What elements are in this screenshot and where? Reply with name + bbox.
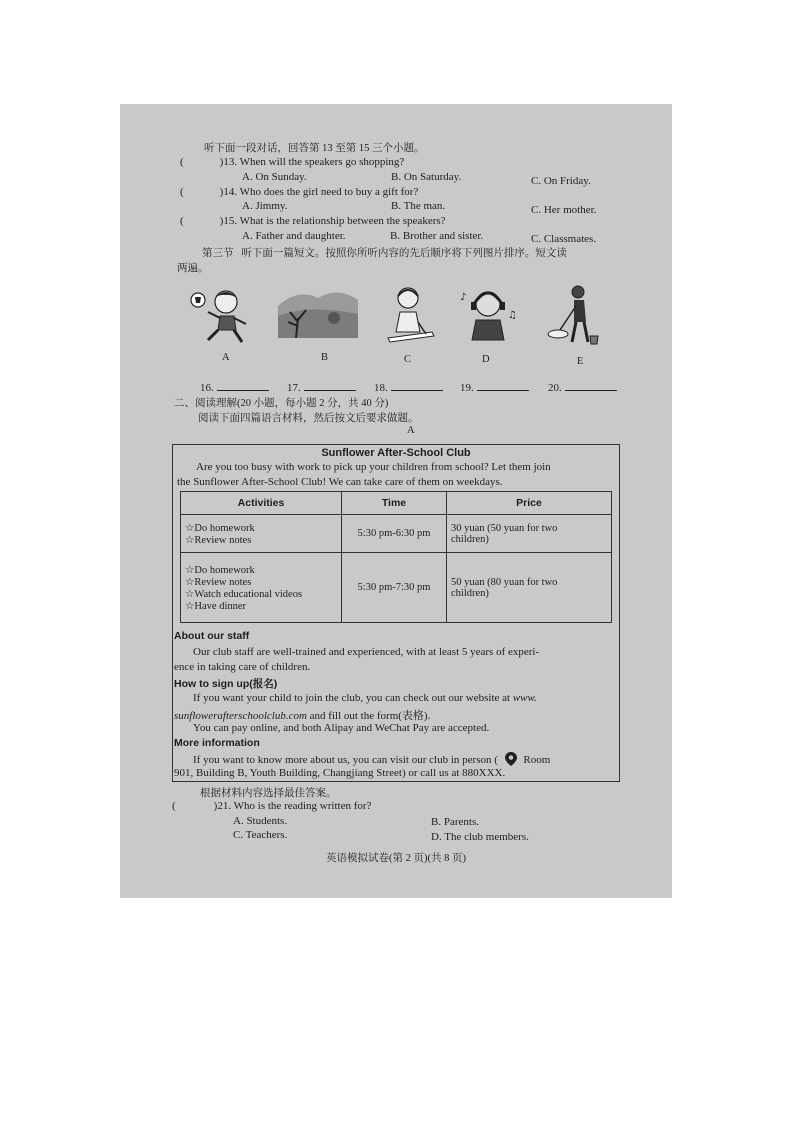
picture-label-e: E — [577, 356, 584, 367]
question-13 — [180, 156, 404, 168]
option-d: D. The club members. — [431, 831, 529, 843]
man-mopping-icon — [540, 282, 600, 348]
answer-blank-20[interactable]: 20. — [548, 380, 617, 394]
question-text: Who does the girl need to buy a gift for? — [239, 186, 419, 198]
question-text: When will the speakers go shopping? — [239, 156, 405, 168]
part-2-title: 二、阅读理解(20 小题，每小题 2 分，共 40 分) — [174, 398, 389, 409]
svg-text:♫: ♫ — [508, 310, 517, 321]
club-intro: Are you too busy with work to pick up your children from school? Let them join — [196, 461, 551, 473]
answer-paren-open[interactable]: ( — [180, 186, 184, 198]
question-number: 14. — [223, 186, 238, 198]
activity-item: ☆Review notes — [185, 576, 252, 588]
option-b: B. The man. — [391, 200, 446, 212]
activity-item: ☆Do homework — [185, 522, 255, 534]
answer-paren-close: ) — [219, 156, 224, 168]
price-line: children) — [451, 533, 489, 545]
choose-instruction: 根据材料内容选择最佳答案。 — [200, 788, 337, 799]
exam-page — [120, 104, 672, 898]
option-a: A. On Sunday. — [242, 171, 307, 183]
activity-item: ☆Watch educational videos — [185, 588, 303, 600]
option-b: B. Brother and sister. — [390, 230, 484, 242]
question-text: What is the relationship between the speakers? — [239, 215, 446, 227]
payment-text: You can pay online, and both Alipay and WeChat Pay are accepted. — [193, 722, 490, 734]
signup-text: If you want your child to join the club, you can check out our website at www. — [193, 692, 537, 704]
club-intro-line2: the Sunflower After-School Club! We can take care of them on weekdays. — [177, 476, 503, 488]
location-pin-icon — [505, 752, 517, 766]
option-b: B. On Saturday. — [391, 171, 462, 183]
activities-cell — [181, 515, 342, 553]
activities-cell — [181, 553, 342, 623]
part-2-instruction: 阅读下面四篇语言材料，然后按文后要求做题。 — [198, 413, 419, 424]
section-3-text-line2: 两遍。 — [177, 263, 209, 274]
option-c: C. Her mother. — [531, 204, 597, 216]
staff-heading: About our staff — [174, 630, 250, 642]
section-3-label: 第三节 — [202, 248, 234, 259]
activity-item: ☆Have dinner — [185, 600, 247, 612]
staff-text: Our club staff are well-trained and experienced, with at least 5 years of experi- — [193, 646, 540, 658]
club-ad-box — [172, 444, 620, 782]
table-row — [181, 553, 612, 623]
landscape-icon — [278, 282, 358, 338]
activity-item: ☆Review notes — [185, 534, 252, 546]
more-info-text-line2: 901, Building B, Youth Building, Changjiang Street) or call us at 880XXX. — [174, 767, 506, 779]
answer-blank-18[interactable]: 18. — [374, 380, 443, 394]
option-c: C. On Friday. — [531, 175, 591, 187]
section-3-instruction — [202, 245, 567, 260]
section-instruction: 听下面一段对话，回答第 13 至第 15 三个小题。 — [204, 143, 425, 154]
time-cell: 5:30 pm-6:30 pm — [342, 515, 447, 553]
header-time: Time — [342, 492, 447, 515]
price-line: 50 yuan (80 yuan for two — [451, 576, 558, 588]
passage-letter: A — [407, 425, 415, 436]
svg-text:♪: ♪ — [460, 292, 467, 303]
table-row — [181, 515, 612, 553]
answer-paren-open[interactable]: ( — [180, 156, 184, 168]
boy-soccer-icon — [190, 286, 256, 348]
picture-label-b: B — [321, 352, 329, 363]
price-line: children) — [451, 587, 489, 599]
question-text: Who is the reading written for? — [233, 800, 372, 812]
website-link[interactable]: sunflowerafterschoolclub.com — [174, 710, 307, 722]
girl-headphones-icon — [458, 286, 518, 348]
option-b: B. Parents. — [431, 816, 479, 828]
header-price: Price — [447, 492, 612, 515]
answer-paren-open[interactable]: ( — [172, 800, 176, 812]
table-header-row — [181, 492, 612, 515]
question-number: 21. — [217, 800, 232, 812]
answer-paren-close: ) — [219, 186, 224, 198]
question-number: 13. — [223, 156, 238, 168]
question-14 — [180, 186, 418, 198]
option-a: A. Father and daughter. — [242, 230, 346, 242]
option-a: A. Students. — [233, 815, 288, 827]
question-number: 15. — [223, 215, 238, 227]
answer-blank-17[interactable]: 17. — [287, 380, 356, 394]
answer-paren-close: ) — [213, 800, 218, 812]
section-3-text: 听下面一篇短文。按照你所听内容的先后顺序将下列图片排序。短文读 — [241, 248, 567, 259]
price-cell — [447, 515, 612, 553]
option-c: C. Teachers. — [233, 829, 288, 841]
price-line: 30 yuan (50 yuan for two — [451, 522, 558, 534]
answer-paren-close: ) — [219, 215, 224, 227]
website-link[interactable]: www. — [512, 692, 537, 704]
option-c: C. Classmates. — [531, 233, 597, 245]
signup-text-line2: sunflowerafterschoolclub.com and fill out the form(表格). — [174, 710, 431, 722]
picture-label-c: C — [404, 354, 412, 365]
answer-paren-open[interactable]: ( — [180, 215, 184, 227]
page-footer: 英语模拟试卷(第 2 页)(共 8 页) — [326, 853, 466, 864]
time-cell: 5:30 pm-7:30 pm — [342, 553, 447, 623]
question-21 — [172, 800, 371, 812]
answer-blank-16[interactable]: 16. — [200, 380, 269, 394]
more-info-text: If you want to know more about us, you can visit our club in person ( Room — [193, 754, 551, 766]
staff-text-line2: ence in taking care of children. — [174, 661, 311, 673]
price-cell — [447, 553, 612, 623]
signup-heading: How to sign up(报名) — [174, 678, 278, 690]
header-activities: Activities — [181, 492, 342, 515]
picture-label-d: D — [482, 354, 490, 365]
question-15 — [180, 215, 446, 227]
more-info-heading: More information — [174, 737, 260, 749]
activity-item: ☆Do homework — [185, 564, 255, 576]
girl-writing-icon — [382, 282, 438, 346]
picture-label-a: A — [222, 352, 230, 363]
activities-table — [180, 491, 612, 623]
answer-blank-19[interactable]: 19. — [460, 380, 529, 394]
option-a: A. Jimmy. — [242, 200, 288, 212]
club-title: Sunflower After-School Club — [321, 447, 471, 459]
